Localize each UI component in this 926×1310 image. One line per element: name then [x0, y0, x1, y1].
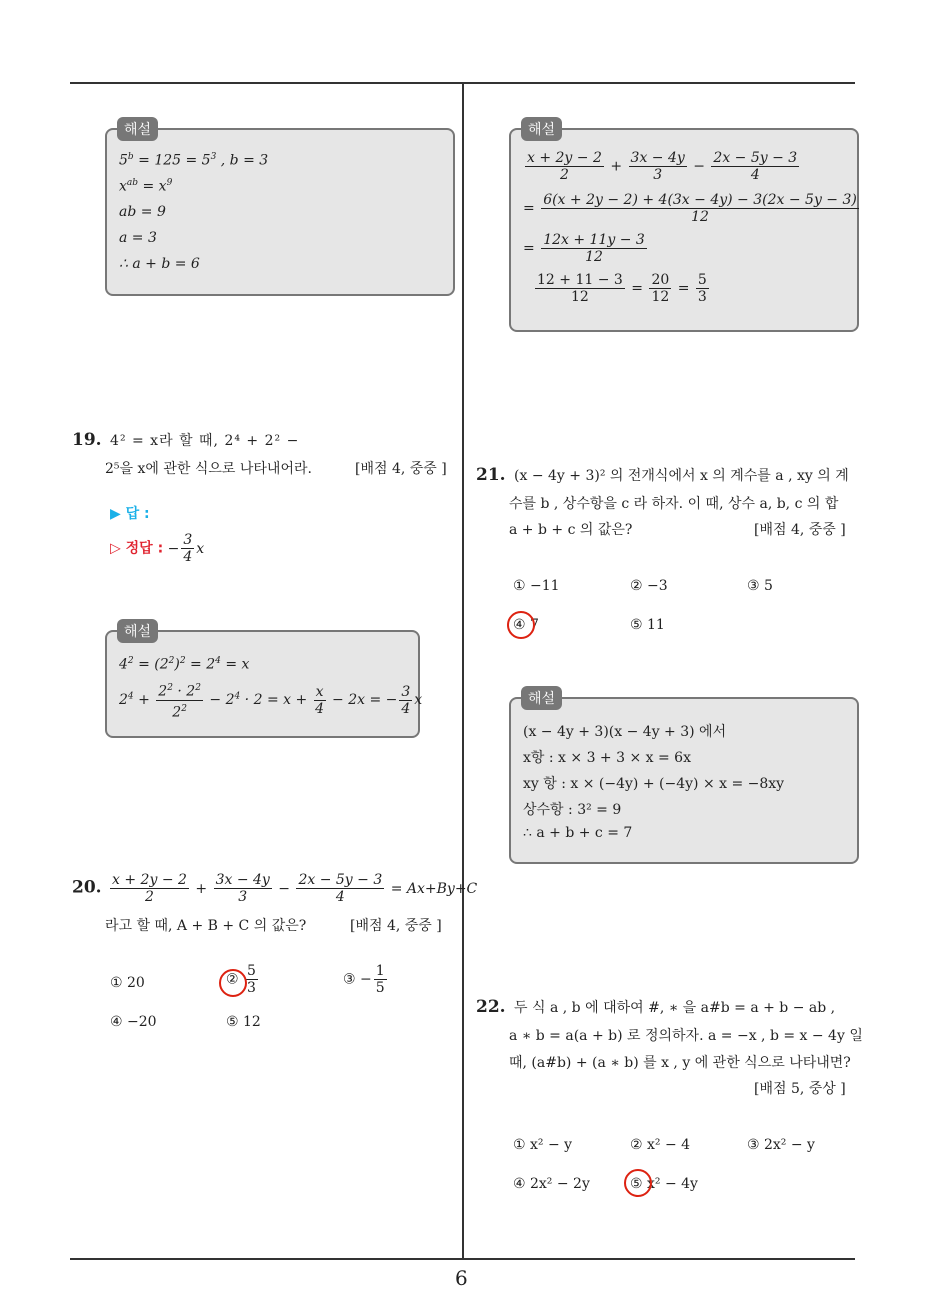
q19-solution-box — [105, 624, 423, 738]
option-4[interactable]: ④ −20 — [110, 1014, 157, 1030]
question-number: 21. — [476, 465, 506, 485]
correct-label: ▷ 정답 : — [110, 540, 164, 557]
option-2[interactable]: ② −3 — [630, 578, 668, 594]
question-text: 4² = x라 할 때, 2⁴ + 2² − — [110, 433, 300, 449]
q20-points: [배점 4, 중중 ] — [350, 918, 442, 934]
q18-solution-box — [105, 122, 455, 296]
option-3[interactable]: ③ 5 — [747, 578, 773, 594]
q21-points: [배점 4, 중중 ] — [754, 522, 846, 538]
option-3[interactable]: ③ 2x² − y — [747, 1137, 815, 1153]
solution-line: xy 항 : x × (−4y) + (−4y) × x = −8xy — [523, 776, 785, 792]
option-4[interactable]: ④ 7 — [513, 617, 539, 633]
q19-points: [배점 4, 중중 ] — [355, 461, 447, 477]
q22-question-line3: 때, (a#b) + (a ∗ b) 를 x , y 에 관한 식으로 나타내면? — [509, 1055, 851, 1071]
solution-tag: 해설 — [117, 619, 158, 643]
q21-question-line2: 수를 b , 상수항을 c 라 하자. 이 때, 상수 a, b, c 의 합 — [509, 496, 839, 512]
question-number: 22. — [476, 997, 506, 1017]
q19-question-line2: 2⁵을 x에 관한 식으로 나타내어라. — [105, 461, 312, 477]
page-number: 6 — [455, 1266, 468, 1290]
option-1[interactable]: ① x² − y — [513, 1137, 573, 1153]
solution-line: = $\frac{12x + 11y - 3}{12}$ — [523, 232, 645, 265]
solution-line: $5^b = 125 = 5^3$ , b = 3 — [119, 152, 269, 169]
solution-line: ∴ a + b = 6 — [119, 256, 200, 272]
q22-points: [배점 5, 중상 ] — [754, 1081, 846, 1097]
option-5[interactable]: ⑤ 12 — [226, 1014, 261, 1030]
correct-answer: ▷ 정답 : − $\frac{3}{4}$ x — [110, 532, 205, 565]
q22-question — [476, 997, 835, 1017]
question-text: (x − 4y + 3)² 의 전개식에서 x 의 계수를 a , xy 의 계 — [514, 468, 849, 484]
solution-line: x항 : x × 3 + 3 × x = 6x — [523, 750, 691, 766]
solution-line: = $\frac{6(x + 2y - 2) + 4(3x - 4y) - 3(2x - 5y - 3)}{12}$ — [523, 192, 857, 225]
option-2[interactable]: ② $\frac{5}{3}$ — [226, 963, 256, 996]
solution-tag: 해설 — [521, 117, 562, 141]
selected-answer-mark — [624, 1169, 652, 1197]
option-3[interactable]: ③ − $\frac{1}{5}$ — [343, 963, 385, 996]
q22-question-line2: a ∗ b = a(a + b) 로 정의하자. a = −x , b = x − 4y 일 — [509, 1028, 863, 1044]
question-number: 20. — [72, 877, 102, 898]
q20-question-line2: 라고 할 때, A + B + C 의 값은? — [105, 918, 307, 934]
bottom-rule — [70, 1258, 855, 1260]
solution-tag: 해설 — [521, 686, 562, 710]
solution-line: ∴ a + b + c = 7 — [523, 825, 633, 841]
question-text: 두 식 a , b 에 대하여 #, ∗ 을 a#b = a + b − ab , — [514, 1000, 836, 1016]
solution-line: (x − 4y + 3)(x − 4y + 3) 에서 — [523, 724, 727, 740]
q21-question-line3: a + b + c 의 값은? — [509, 522, 633, 538]
q21-question — [476, 465, 849, 485]
solution-line: a = 3 — [119, 230, 157, 246]
option-1[interactable]: ① −11 — [513, 578, 560, 594]
solution-line: $\frac{12 + 11 - 3}{12}$ = $\frac{20}{12}$ = $\frac{5}{3}$ — [537, 272, 707, 305]
answer-label: ▶ 답 : — [110, 506, 150, 522]
column-divider — [462, 83, 464, 1259]
option-5[interactable]: ⑤ 11 — [630, 617, 665, 633]
q19-question — [72, 430, 299, 450]
solution-tag: 해설 — [117, 117, 158, 141]
q21-solution-box — [509, 691, 859, 864]
selected-answer-mark — [507, 611, 535, 639]
q20-question: 20. $\frac{x + 2y - 2}{2}$ + $\frac{3x - 4y}{3}$ − $\frac{2x - 5y - 3}{4}$ = Ax+By+C — [72, 872, 478, 905]
solution-line: $\frac{x + 2y - 2}{2}$ + $\frac{3x - 4y}{3}$ − $\frac{2x - 5y - 3}{4}$ — [527, 150, 798, 183]
option-1[interactable]: ① 20 — [110, 975, 145, 991]
option-4[interactable]: ④ 2x² − 2y — [513, 1176, 590, 1192]
solution-line: $x^{ab} = x^9$ — [119, 178, 173, 195]
q20-solution-box — [509, 122, 859, 332]
solution-line: $4^2 = (2^2)^2 = 2^4 = x$ — [119, 656, 250, 673]
option-2[interactable]: ② x² − 4 — [630, 1137, 691, 1153]
solution-line: ab = 9 — [119, 204, 166, 220]
selected-answer-mark — [219, 969, 247, 997]
question-number: 19. — [72, 430, 102, 450]
solution-line: $2^4$ + $\frac{2^2 \cdot 2^2}{2^2}$ − $2^4 \cdot 2 = x$ + $\frac{x}{4}$ − 2x = − $\frac{3}{4}$ x — [119, 680, 422, 720]
solution-line: 상수항 : 3² = 9 — [523, 802, 622, 818]
option-5[interactable]: ⑤ x² − 4y — [630, 1176, 698, 1192]
